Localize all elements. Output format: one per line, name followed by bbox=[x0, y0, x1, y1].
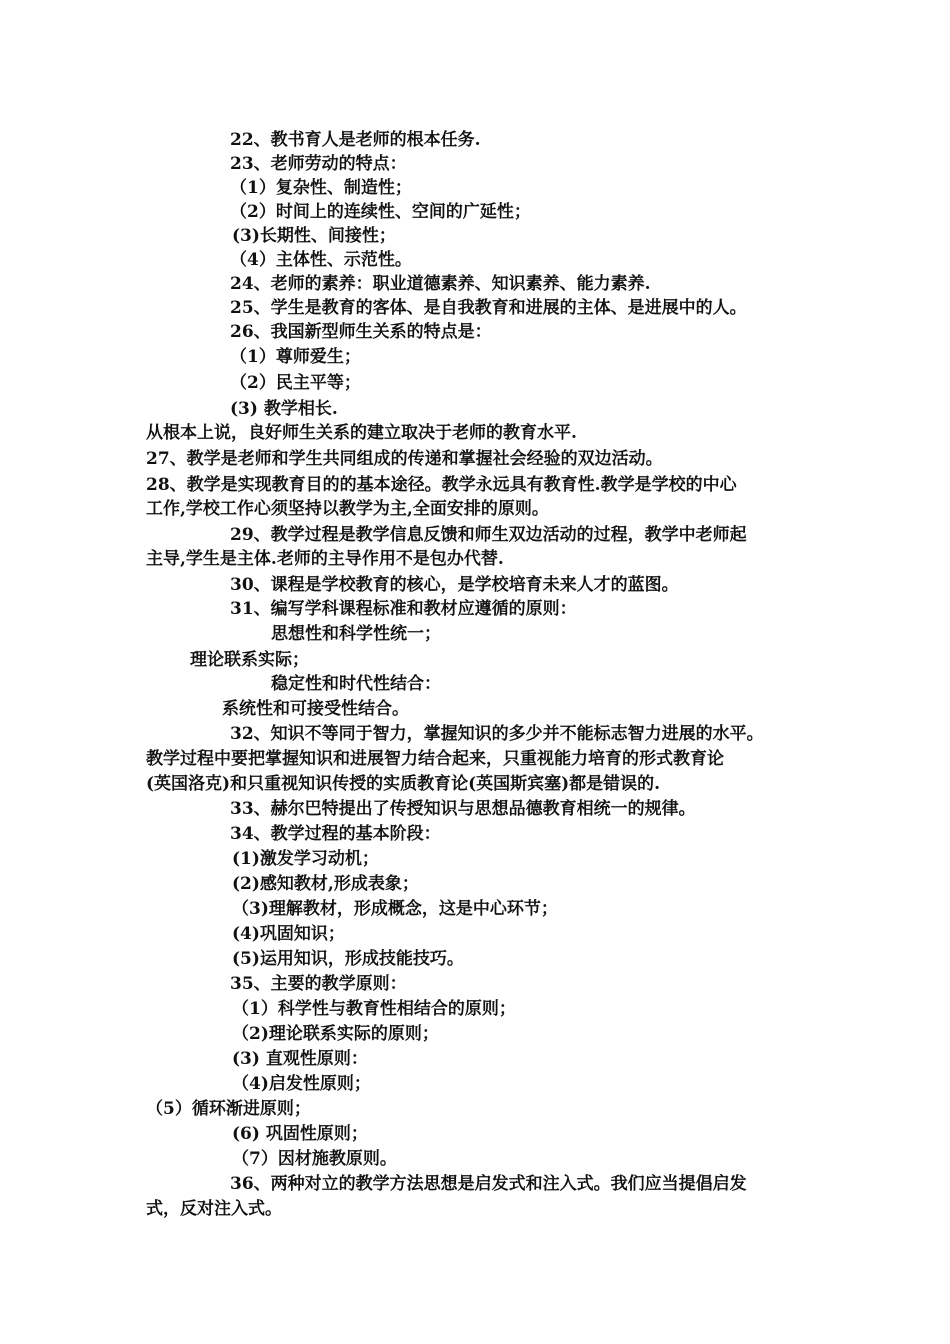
text-line: (6) 巩固性原则； bbox=[232, 1124, 368, 1144]
text-line: （2）民主平等； bbox=[230, 373, 361, 393]
text-line: 式，反对注入式。 bbox=[146, 1199, 282, 1219]
text-line: 工作,学校工作心须坚持以教学为主,全面安排的原则。 bbox=[146, 499, 549, 519]
text-line: 28、教学是实现教育目的的基本途径。教学永远具有教育性.教学是学校的中心 bbox=[146, 475, 737, 495]
text-line: 35、主要的教学原则： bbox=[230, 974, 407, 994]
text-line: (3) 教学相长. bbox=[230, 399, 338, 419]
text-line: 思想性和科学性统一； bbox=[271, 624, 441, 644]
text-line: （4）主体性、示范性。 bbox=[230, 250, 412, 270]
text-line: 29、教学过程是教学信息反馈和师生双边活动的过程，教学中老师起 bbox=[230, 525, 747, 545]
text-line: 稳定性和时代性结合： bbox=[271, 674, 441, 694]
text-line: 22、教书育人是老师的根本任务. bbox=[230, 130, 481, 150]
text-line: （7）因材施教原则。 bbox=[232, 1149, 397, 1169]
text-line: (英国洛克)和只重视知识传授的实质教育论(英国斯宾塞)都是错误的. bbox=[146, 774, 661, 794]
text-line: 23、老师劳动的特点： bbox=[230, 154, 407, 174]
text-line: 从根本上说，良好师生关系的建立取决于老师的教育水平. bbox=[146, 423, 577, 443]
text-line: 27、教学是老师和学生共同组成的传递和掌握社会经验的双边活动。 bbox=[146, 449, 663, 469]
text-line: (2)感知教材,形成表象； bbox=[232, 874, 419, 894]
text-line: 31、编写学科课程标准和教材应遵循的原则： bbox=[230, 599, 577, 619]
text-line: 理论联系实际； bbox=[190, 650, 309, 670]
text-line: (3) 直观性原则： bbox=[232, 1049, 368, 1069]
text-line: （2）时间上的连续性、空间的广延性； bbox=[230, 202, 531, 222]
text-line: （3)理解教材，形成概念，这是中心环节； bbox=[232, 899, 558, 919]
text-line: （1）尊师爱生； bbox=[230, 347, 361, 367]
text-line: (1)激发学习动机； bbox=[232, 849, 379, 869]
text-line: 26、我国新型师生关系的特点是： bbox=[230, 322, 492, 342]
text-line: 系统性和可接受性结合。 bbox=[222, 699, 409, 719]
text-line: 30、课程是学校教育的核心，是学校培育未来人才的蓝图。 bbox=[230, 575, 679, 595]
text-line: (5)运用知识，形成技能技巧。 bbox=[232, 949, 464, 969]
text-line: 33、赫尔巴特提出了传授知识与思想品德教育相统一的规律。 bbox=[230, 799, 696, 819]
text-line: （1）复杂性、制造性； bbox=[230, 178, 412, 198]
text-line: 主导,学生是主体.老师的主导作用不是包办代替. bbox=[146, 549, 504, 569]
text-line: 34、教学过程的基本阶段： bbox=[230, 824, 441, 844]
text-line: 36、两种对立的教学方法思想是启发式和注入式。我们应当提倡启发 bbox=[230, 1174, 747, 1194]
text-line: （2)理论联系实际的原则； bbox=[232, 1024, 439, 1044]
text-line: （1）科学性与教育性相结合的原则； bbox=[232, 999, 516, 1019]
text-line: 教学过程中要把掌握知识和进展智力结合起来，只重视能力培育的形式教育论 bbox=[146, 749, 724, 769]
text-line: 25、学生是教育的客体、是自我教育和进展的主体、是进展中的人。 bbox=[230, 298, 747, 318]
text-line: （4)启发性原则； bbox=[232, 1074, 371, 1094]
text-line: (3)长期性、间接性； bbox=[232, 226, 396, 246]
text-line: 32、知识不等同于智力，掌握知识的多少并不能标志智力进展的水平。 bbox=[230, 724, 764, 744]
text-line: 24、老师的素养：职业道德素养、知识素养、能力素养. bbox=[230, 274, 651, 294]
text-line: （5）循环渐进原则； bbox=[146, 1099, 311, 1119]
text-line: (4)巩固知识； bbox=[232, 924, 345, 944]
